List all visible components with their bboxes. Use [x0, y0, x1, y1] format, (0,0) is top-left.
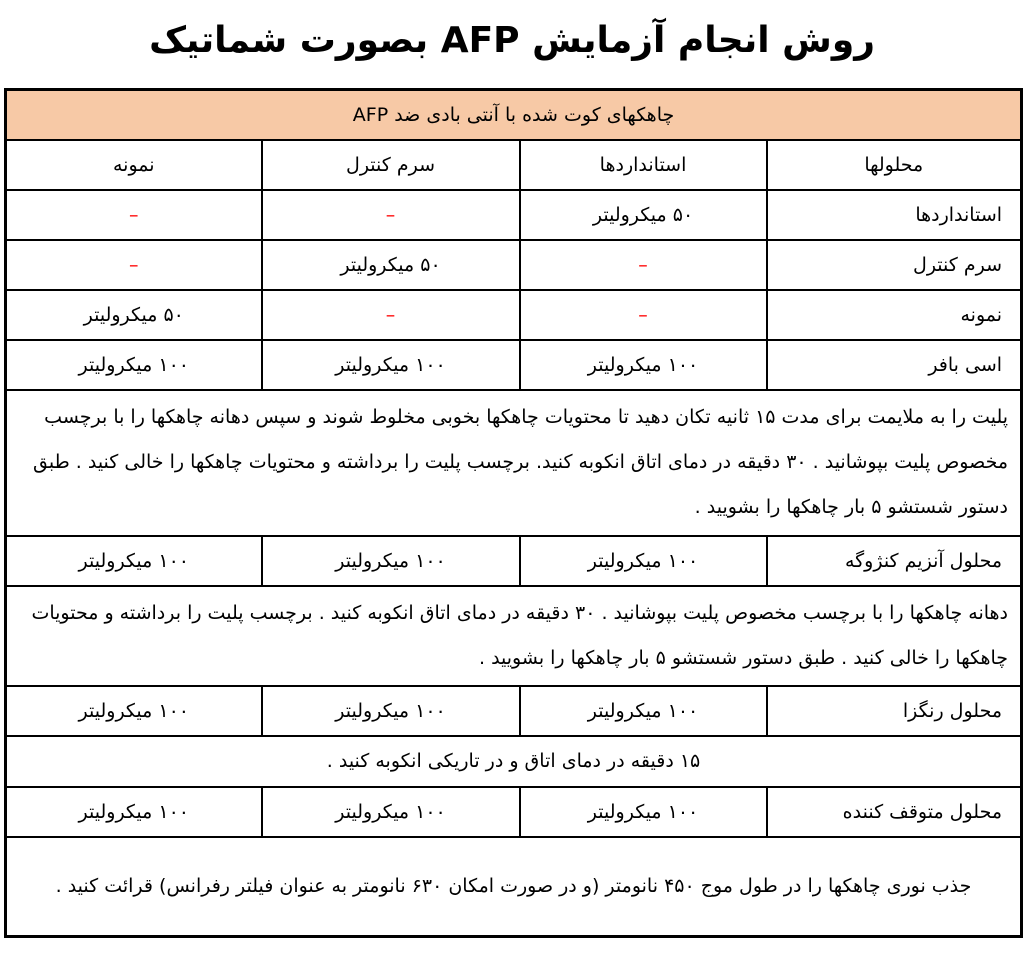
- table-row: [6, 536, 1022, 586]
- row-label: محلول آنزیم کنژوگه: [767, 536, 1022, 586]
- dash-cell: –: [520, 240, 767, 290]
- row-label: نمونه: [767, 290, 1022, 340]
- column-header-sample: نمونه: [6, 140, 262, 190]
- instruction-row: [6, 736, 1022, 787]
- row-label: سرم کنترل: [767, 240, 1022, 290]
- dash-cell: –: [6, 190, 262, 240]
- table-cell: ۱۰۰ میکرولیتر: [262, 536, 520, 586]
- dash-cell: –: [520, 290, 767, 340]
- table-row: [6, 240, 1022, 290]
- table-header: چاهکهای کوت شده با آنتی بادی ضد AFP: [6, 90, 1022, 140]
- table-cell: ۱۰۰ میکرولیتر: [6, 686, 262, 736]
- row-label: محلول رنگزا: [767, 686, 1022, 736]
- table-cell: ۱۰۰ میکرولیتر: [520, 787, 767, 837]
- table-cell: ۱۰۰ میکرولیتر: [6, 536, 262, 586]
- instruction-row: [6, 390, 1022, 536]
- table-cell: ۱۰۰ میکرولیتر: [6, 340, 262, 390]
- table-cell: ۱۰۰ میکرولیتر: [520, 686, 767, 736]
- instruction-row: [6, 586, 1022, 686]
- table-row: [6, 686, 1022, 736]
- dash-cell: –: [262, 190, 520, 240]
- row-label: محلول متوقف کننده: [767, 787, 1022, 837]
- table-cell: ۵۰ میکرولیتر: [262, 240, 520, 290]
- table-cell: ۱۰۰ میکرولیتر: [262, 787, 520, 837]
- column-header-standards: استانداردها: [520, 140, 767, 190]
- instruction-row: [6, 837, 1022, 937]
- table-row: [6, 340, 1022, 390]
- protocol-table: [4, 88, 1023, 938]
- page-title: روش انجام آزمایش AFP بصورت شماتیک: [149, 20, 875, 61]
- instruction-text: پلیت را به ملایمت برای مدت ۱۵ ثانیه تکان دهید تا محتویات چاهکها بخوبی مخلوط شوند و سپس دهانه چاهکها را با برچسب مخصوص پلیت بپوشانید . ۳۰ دقیقه در دمای اتاق انکوبه کنید. برچسب پلیت را برداشته و محتویات چاهکها را خالی کنید . طبق دستور شستشو ۵ بار چاهکها را بشویید .: [6, 390, 1022, 536]
- table-header-row: [6, 90, 1022, 140]
- column-header-row: [6, 140, 1022, 190]
- table-cell: ۱۰۰ میکرولیتر: [262, 686, 520, 736]
- table-row: [6, 787, 1022, 837]
- row-label: استانداردها: [767, 190, 1022, 240]
- table-cell: ۱۰۰ میکرولیتر: [262, 340, 520, 390]
- row-label: اسی بافر: [767, 340, 1022, 390]
- instruction-text: دهانه چاهکها را با برچسب مخصوص پلیت بپوشانید . ۳۰ دقیقه در دمای اتاق انکوبه کنید . برچسب پلیت را برداشته و محتویات چاهکها را خالی کنید . طبق دستور شستشو ۵ بار چاهکها را بشویید .: [6, 586, 1022, 686]
- instruction-text: جذب نوری چاهکها را در طول موج ۴۵۰ نانومتر (و در صورت امکان ۶۳۰ نانومتر به عنوان فیلتر رفرانس) قرائت کنید .: [6, 837, 1022, 937]
- dash-cell: –: [6, 240, 262, 290]
- table-cell: ۱۰۰ میکرولیتر: [6, 787, 262, 837]
- column-header-control-serum: سرم کنترل: [262, 140, 520, 190]
- table-cell: ۱۰۰ میکرولیتر: [520, 340, 767, 390]
- dash-cell: –: [262, 290, 520, 340]
- table-cell: ۵۰ میکرولیتر: [520, 190, 767, 240]
- table-cell: ۱۰۰ میکرولیتر: [520, 536, 767, 586]
- instruction-text: ۱۵ دقیقه در دمای اتاق و در تاریکی انکوبه کنید .: [6, 736, 1022, 787]
- column-header-solutions: محلولها: [767, 140, 1022, 190]
- table-row: [6, 190, 1022, 240]
- table-row: [6, 290, 1022, 340]
- table-cell: ۵۰ میکرولیتر: [6, 290, 262, 340]
